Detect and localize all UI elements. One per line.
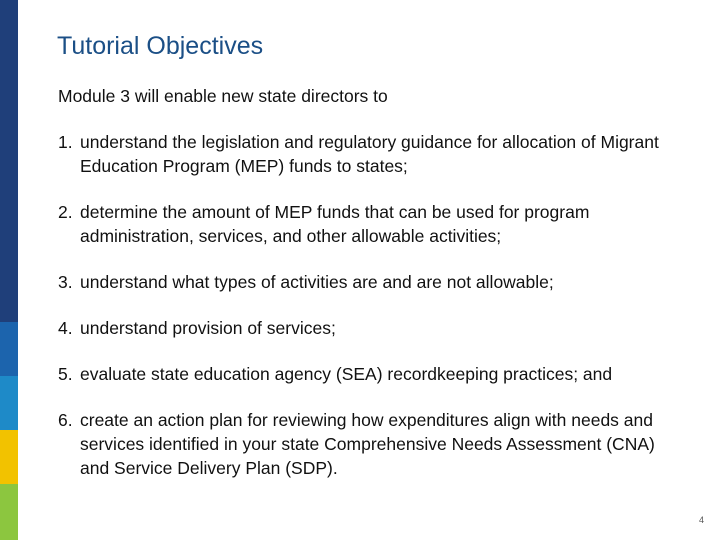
intro-text: Module 3 will enable new state directors to — [58, 86, 388, 106]
side-bar-yellow-segment — [0, 430, 18, 484]
slide-title: Tutorial Objectives — [57, 32, 264, 60]
objective-text: create an action plan for reviewing how expenditures align with needs and services identified in your state Comprehensive Needs Assessment (CNA) and Service Delivery Plan (SDP). — [80, 410, 655, 478]
side-bar-navy-segment — [0, 0, 18, 322]
side-bar-green-segment — [0, 484, 18, 540]
objective-text: evaluate state education agency (SEA) recordkeeping practices; and — [80, 364, 613, 384]
objective-text: understand what types of activities are and are not allowable; — [80, 272, 554, 292]
objective-item — [58, 362, 678, 386]
objective-text: understand provision of services; — [80, 318, 336, 338]
objective-number: 4. — [58, 318, 73, 338]
side-color-bar — [0, 0, 18, 540]
objective-item — [58, 408, 678, 480]
side-bar-sky-segment — [0, 376, 18, 430]
objective-item — [58, 270, 678, 294]
objective-number: 5. — [58, 364, 73, 384]
side-bar-blue-segment — [0, 322, 18, 376]
page-number: 4 — [698, 515, 704, 525]
objective-item — [58, 316, 678, 340]
objective-text: determine the amount of MEP funds that can be used for program administration, services, and other allowable activities; — [80, 202, 590, 246]
objective-number: 2. — [58, 202, 73, 222]
objective-number: 1. — [58, 132, 73, 152]
objective-number: 3. — [58, 272, 73, 292]
objectives-list — [58, 130, 678, 502]
objective-number: 6. — [58, 410, 73, 430]
objective-text: understand the legislation and regulatory guidance for allocation of Migrant Education Program (MEP) funds to states; — [80, 132, 659, 176]
objective-item — [58, 130, 678, 178]
objective-item — [58, 200, 678, 248]
